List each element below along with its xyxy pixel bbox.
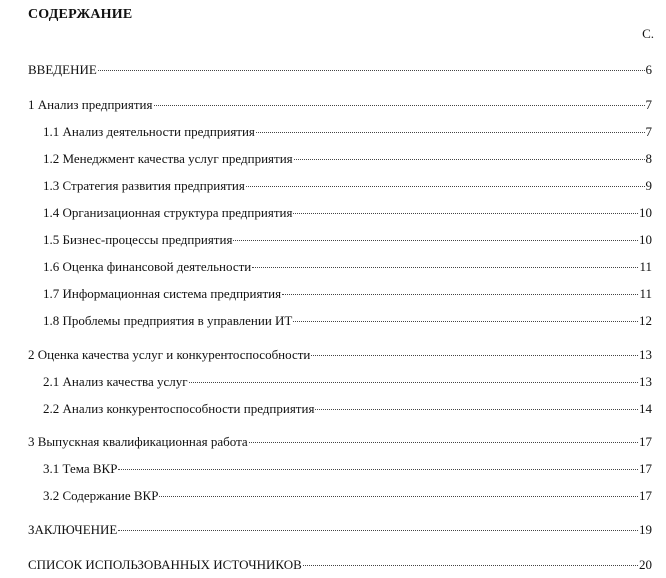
toc-entry-label: 1.5 Бизнес-процессы предприятия	[43, 232, 233, 247]
toc-entry	[28, 62, 652, 78]
toc-entry-page-number: 13	[639, 374, 652, 389]
toc-entry-page-number: 13	[639, 347, 652, 362]
toc-entry-label: 1.6 Оценка финансовой деятельности	[43, 259, 252, 274]
dot-leader	[293, 321, 638, 322]
toc-entry	[43, 178, 652, 194]
toc-entry	[43, 461, 652, 477]
dot-leader	[249, 442, 638, 443]
toc-entry	[28, 434, 652, 450]
toc-entry-label: 1.4 Организационная структура предприятия	[43, 205, 293, 220]
toc-entry-page-number: 11	[639, 259, 652, 274]
toc-entry	[43, 259, 652, 275]
dot-leader	[293, 213, 638, 214]
dot-leader	[118, 530, 638, 531]
toc-entry-label: СПИСОК ИСПОЛЬЗОВАННЫХ ИСТОЧНИКОВ	[28, 557, 302, 572]
toc-entry-page-number: 6	[645, 62, 652, 77]
dot-leader	[154, 105, 645, 106]
toc-entry-label: ЗАКЛЮЧЕНИЕ	[28, 522, 118, 537]
page-title: СОДЕРЖАНИЕ	[28, 7, 133, 22]
toc-entry	[28, 347, 652, 363]
toc-entry-page-number: 17	[639, 461, 652, 476]
toc-entry-label: 1.2 Менеджмент качества услуг предприятия	[43, 151, 293, 166]
toc-entry-label: 1.8 Проблемы предприятия в управлении ИТ	[43, 313, 293, 328]
toc-entry-page-number: 7	[645, 97, 652, 112]
toc-entry-label: 1.1 Анализ деятельности предприятия	[43, 124, 255, 139]
toc-entry	[43, 313, 652, 329]
toc-entry-label: 2 Оценка качества услуг и конкурентоспособности	[28, 347, 311, 362]
toc-entry-page-number: 8	[645, 151, 652, 166]
toc-entry-page-number: 14	[639, 401, 652, 416]
toc-entry	[28, 97, 652, 113]
toc-entry-label: ВВЕДЕНИЕ	[28, 62, 97, 77]
toc-entry	[43, 232, 652, 248]
toc-entry-page-number: 17	[639, 488, 652, 503]
toc-entry-label: 2.2 Анализ конкурентоспособности предприятия	[43, 401, 315, 416]
toc-entry	[43, 124, 652, 140]
toc-entry-page-number: 10	[639, 205, 652, 220]
toc-entry-label: 1.3 Стратегия развития предприятия	[43, 178, 245, 193]
dot-leader	[246, 186, 645, 187]
toc-entry	[43, 401, 652, 417]
toc-entry	[43, 205, 652, 221]
toc-entry-page-number: 10	[639, 232, 652, 247]
toc-entry	[43, 374, 652, 390]
toc-entry-page-number: 12	[639, 313, 652, 328]
page-column-label: С.	[642, 26, 654, 41]
toc-entry-page-number: 17	[639, 434, 652, 449]
toc-entry	[28, 522, 652, 538]
dot-leader	[315, 409, 638, 410]
toc-entry-label: 3.2 Содержание ВКР	[43, 488, 159, 503]
toc-entry-page-number: 19	[639, 522, 652, 537]
toc-entry-label: 1.7 Информационная система предприятия	[43, 286, 282, 301]
dot-leader	[98, 70, 645, 71]
toc-entry	[28, 557, 652, 573]
toc-entry-page-number: 11	[639, 286, 652, 301]
dot-leader	[256, 132, 645, 133]
dot-leader	[282, 294, 638, 295]
toc-entry	[43, 488, 652, 504]
toc-entry-label: 1 Анализ предприятия	[28, 97, 153, 112]
toc-entry	[43, 286, 652, 302]
dot-leader	[159, 496, 638, 497]
toc-entry-label: 3 Выпускная квалификационная работа	[28, 434, 248, 449]
toc-entry-page-number: 9	[645, 178, 652, 193]
dot-leader	[252, 267, 638, 268]
dot-leader	[118, 469, 638, 470]
toc-entry-label: 3.1 Тема ВКР	[43, 461, 118, 476]
dot-leader	[303, 565, 638, 566]
toc-entry	[43, 151, 652, 167]
dot-leader	[294, 159, 645, 160]
toc-entry-page-number: 7	[645, 124, 652, 139]
dot-leader	[233, 240, 638, 241]
toc-entry-label: 2.1 Анализ качества услуг	[43, 374, 188, 389]
dot-leader	[189, 382, 638, 383]
dot-leader	[311, 355, 638, 356]
toc-entry-page-number: 20	[639, 557, 652, 572]
